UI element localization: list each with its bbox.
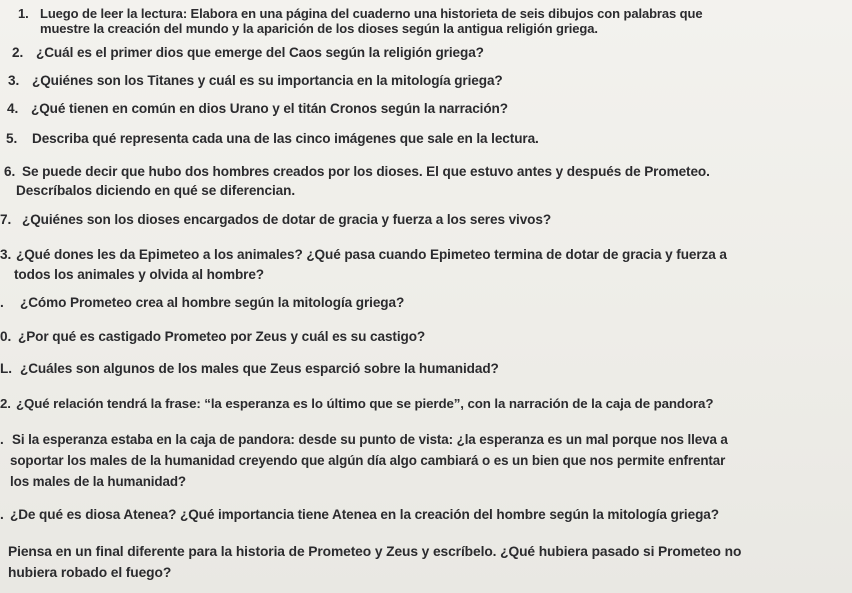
question-text-line: ¿Quiénes son los dioses encargados de dotar de gracia y fuerza a los seres vivos? xyxy=(22,212,552,227)
question-9 xyxy=(0,294,404,312)
question-number: 1. xyxy=(18,6,29,21)
question-4 xyxy=(7,100,508,118)
question-text-line: soportar los males de la humanidad creyendo que algún día algo cambiará o es un bien que nos permite enfrentar xyxy=(10,453,726,468)
question-text-line: ¿De qué es diosa Atenea? ¿Qué importancia tiene Atenea en la creación del hombre según la mitología griega? xyxy=(10,507,719,522)
question-text-line: ¿Qué tienen en común en dios Urano y el titán Cronos según la narración? xyxy=(31,101,508,116)
question-10 xyxy=(0,328,425,346)
question-text-line: ¿Por qué es castigado Prometeo por Zeus y cuál es su castigo? xyxy=(18,329,426,344)
question-text-line: ¿Qué dones les da Epimeteo a los animales? ¿Qué pasa cuando Epimeteo termina de dotar de gracia y fuerza a xyxy=(16,247,727,262)
question-number: L. xyxy=(0,361,12,376)
question-7 xyxy=(0,211,551,229)
question-number: 4. xyxy=(7,101,19,116)
question-text-line: ¿Cuáles son algunos de los males que Zeus esparció sobre la humanidad? xyxy=(20,361,499,376)
question-text-line: ¿Qué relación tendrá la frase: “la esperanza es lo último que se pierde”, con la narración de la caja de pandora? xyxy=(16,396,714,411)
question-12 xyxy=(0,395,713,413)
question-text-line: ¿Cuál es el primer dios que emerge del Caos según la religión griega? xyxy=(36,45,484,60)
question-text-line: ¿Cómo Prometeo crea al hombre según la mitología griega? xyxy=(20,295,405,310)
question-number: . xyxy=(0,295,4,310)
question-text-line: todos los animales y olvida al hombre? xyxy=(14,267,265,282)
question-text-line: Descríbalos diciendo en qué se diferencian. xyxy=(16,183,295,198)
question-text-line: Si la esperanza estaba en la caja de pandora: desde su punto de vista: ¿la esperanza es un mal porque nos lleva a xyxy=(12,432,728,447)
question-text-line: los males de la humanidad? xyxy=(10,474,186,489)
question-1 xyxy=(18,6,702,36)
question-2 xyxy=(12,44,484,62)
question-5 xyxy=(6,130,539,148)
question-number: 2. xyxy=(0,396,11,411)
question-number: 3. xyxy=(8,73,20,88)
question-number: 6. xyxy=(4,164,16,179)
question-text-line: muestre la creación del mundo y la aparición de los dioses según la antigua religión griega. xyxy=(40,21,598,36)
question-text-line: ¿Quiénes son los Titanes y cuál es su importancia en la mitología griega? xyxy=(32,73,503,88)
question-number: 5. xyxy=(6,131,18,146)
question-15 xyxy=(8,541,741,583)
question-3 xyxy=(8,72,503,90)
question-11 xyxy=(0,360,499,378)
question-6 xyxy=(4,162,710,200)
question-text-line: hubiera robado el fuego? xyxy=(8,565,172,580)
question-text-line: Piensa en un final diferente para la historia de Prometeo y Zeus y escríbelo. ¿Qué hubiera pasado si Prometeo no xyxy=(8,544,742,559)
question-number: 7. xyxy=(0,212,12,227)
question-text-line: Describa qué representa cada una de las cinco imágenes que sale en la lectura. xyxy=(32,131,539,146)
question-text-line: Luego de leer la lectura: Elabora en una página del cuaderno una historieta de seis dibujos con palabras que xyxy=(40,6,703,21)
question-number: . xyxy=(0,432,4,447)
question-text-line: Se puede decir que hubo dos hombres creados por los dioses. El que estuvo antes y después de Prometeo. xyxy=(22,164,710,179)
question-number: 3. xyxy=(0,247,12,262)
question-8 xyxy=(0,245,727,285)
question-number: 0. xyxy=(0,329,12,344)
question-number: 2. xyxy=(12,45,24,60)
question-13 xyxy=(0,429,728,492)
question-number: . xyxy=(0,507,4,522)
question-14 xyxy=(0,506,719,524)
